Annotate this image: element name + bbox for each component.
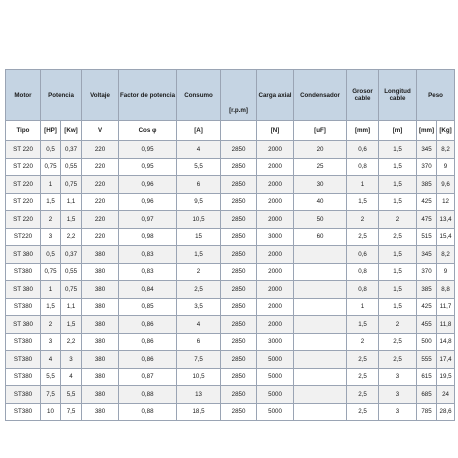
table-row (6, 141, 455, 159)
table-cell: 685 (417, 386, 437, 404)
table-cell: 2850 (221, 368, 257, 386)
header-condensador: Condensador (294, 70, 347, 121)
table-cell: 8,2 (437, 246, 455, 264)
table-cell: 2,5 (177, 281, 221, 299)
table-cell: 0,37 (61, 246, 82, 264)
table-cell: 380 (82, 403, 119, 421)
table-cell: 380 (82, 263, 119, 281)
table-cell: 5,5 (41, 368, 61, 386)
table-cell: 3 (61, 351, 82, 369)
table-cell: 475 (417, 211, 437, 229)
unit-header-cell: Cos φ (119, 121, 177, 141)
table-cell: 2000 (257, 246, 294, 264)
table-cell: 0,8 (347, 281, 379, 299)
table-cell (294, 298, 347, 316)
table-cell: 1,5 (61, 316, 82, 334)
table-cell: 500 (417, 333, 437, 351)
table-cell: 0,85 (119, 298, 177, 316)
table-cell: 220 (82, 193, 119, 211)
table-cell: 2850 (221, 141, 257, 159)
header-factor-potencia: Factor de potencia (119, 70, 177, 121)
table-cell: 5,5 (177, 158, 221, 176)
table-cell: 2000 (257, 316, 294, 334)
table-cell: 0,95 (119, 141, 177, 159)
header-grosor-cable: Grosor cable (347, 70, 379, 121)
table-cell: 7,5 (177, 351, 221, 369)
table-cell: 40 (294, 193, 347, 211)
table-cell: 2850 (221, 281, 257, 299)
table-cell: 1,1 (61, 298, 82, 316)
table-cell: 380 (82, 368, 119, 386)
header-voltaje: Voltaje (82, 70, 119, 121)
table-cell: 3 (41, 333, 61, 351)
table-cell: 2,5 (379, 333, 417, 351)
table-row (6, 298, 455, 316)
table-cell: 3 (379, 368, 417, 386)
table-cell: 1,5 (379, 141, 417, 159)
unit-header-cell: [mm] (417, 121, 437, 141)
table-cell: 4 (177, 141, 221, 159)
motor-specs-table (5, 69, 455, 421)
table-cell: 0,8 (347, 158, 379, 176)
table-cell: 2 (347, 211, 379, 229)
table-cell: 2 (379, 211, 417, 229)
table-cell: 7,5 (61, 403, 82, 421)
table-cell: 1,5 (379, 298, 417, 316)
table-cell: 1,5 (379, 246, 417, 264)
table-row (6, 333, 455, 351)
unit-header-cell (221, 121, 257, 141)
table-cell: 0,5 (41, 141, 61, 159)
table-cell: 2,5 (379, 351, 417, 369)
table-cell: 0,88 (119, 386, 177, 404)
header-potencia: Potencia (41, 70, 82, 121)
table-cell (294, 246, 347, 264)
table-cell: ST380 (6, 333, 41, 351)
table-cell: ST 380 (6, 281, 41, 299)
table-cell: 6 (177, 333, 221, 351)
table-row (6, 281, 455, 299)
table-cell: 1,5 (347, 316, 379, 334)
table-cell: 60 (294, 228, 347, 246)
table-cell: ST380 (6, 351, 41, 369)
table-cell: 3 (41, 228, 61, 246)
unit-header-cell: [HP] (41, 121, 61, 141)
table-cell: 2 (347, 333, 379, 351)
table-cell: 0,6 (347, 141, 379, 159)
table-cell: 385 (417, 176, 437, 194)
table-cell: 0,83 (119, 263, 177, 281)
table-cell: 2000 (257, 211, 294, 229)
table-cell: ST220 (6, 228, 41, 246)
table-cell (294, 316, 347, 334)
table-cell: 2850 (221, 333, 257, 351)
table-cell: 555 (417, 351, 437, 369)
table-cell: 2 (379, 316, 417, 334)
table-cell (294, 281, 347, 299)
table-cell: 0,96 (119, 193, 177, 211)
table-cell: 1,5 (379, 263, 417, 281)
table-cell: 0,75 (61, 281, 82, 299)
table-cell: 28,6 (437, 403, 455, 421)
table-cell (294, 386, 347, 404)
header-peso: Peso (417, 70, 455, 121)
table-row (6, 158, 455, 176)
table-cell: 380 (82, 316, 119, 334)
unit-header-cell: [A] (177, 121, 221, 141)
table-cell: 2850 (221, 228, 257, 246)
table-cell: 7,5 (41, 386, 61, 404)
header-motor: Motor (6, 70, 41, 121)
table-cell: 380 (82, 386, 119, 404)
table-cell: 5000 (257, 403, 294, 421)
table-cell: 0,87 (119, 368, 177, 386)
table-cell: 0,75 (41, 263, 61, 281)
table-cell: 380 (82, 333, 119, 351)
table-cell: 0,55 (61, 263, 82, 281)
unit-header-cell: [mm] (347, 121, 379, 141)
table-row (6, 368, 455, 386)
table-cell: 1,5 (379, 281, 417, 299)
table-cell: 2000 (257, 263, 294, 281)
table-cell: 2,5 (379, 228, 417, 246)
table-cell: 2,5 (347, 386, 379, 404)
table-cell: 1,1 (61, 193, 82, 211)
table-cell: 2000 (257, 193, 294, 211)
table-cell: 615 (417, 368, 437, 386)
table-cell: 2850 (221, 176, 257, 194)
table-row (6, 386, 455, 404)
table-cell: 2850 (221, 158, 257, 176)
table-cell: 220 (82, 211, 119, 229)
header-carga-axial: Carga axial (257, 70, 294, 121)
table-cell: 10,5 (177, 368, 221, 386)
table-cell: 0,83 (119, 246, 177, 264)
unit-header-cell: [uF] (294, 121, 347, 141)
table-cell: 785 (417, 403, 437, 421)
table-cell: 50 (294, 211, 347, 229)
table-cell: 2850 (221, 351, 257, 369)
table-cell: 0,98 (119, 228, 177, 246)
table-cell: ST 220 (6, 158, 41, 176)
table-cell: 515 (417, 228, 437, 246)
table-cell: 6 (177, 176, 221, 194)
table-cell: 2000 (257, 298, 294, 316)
table-cell: 4 (61, 368, 82, 386)
table-cell: 2000 (257, 176, 294, 194)
table-row (6, 263, 455, 281)
table-row (6, 228, 455, 246)
table-cell: 2850 (221, 263, 257, 281)
table-cell: 2,5 (347, 403, 379, 421)
table-cell: ST380 (6, 263, 41, 281)
table-cell: 9,5 (177, 193, 221, 211)
table-cell: 380 (82, 298, 119, 316)
table-row (6, 316, 455, 334)
table-cell: 2,5 (347, 368, 379, 386)
table-cell: 1 (347, 298, 379, 316)
table-cell: ST 220 (6, 193, 41, 211)
table-cell: 1,5 (347, 193, 379, 211)
table-cell: 0,5 (41, 246, 61, 264)
table-cell: 9 (437, 263, 455, 281)
table-cell: 370 (417, 263, 437, 281)
table-cell: 220 (82, 158, 119, 176)
table-cell: 370 (417, 158, 437, 176)
table-cell: 0,75 (61, 176, 82, 194)
table-cell: 2850 (221, 316, 257, 334)
table-cell (294, 333, 347, 351)
table-cell (294, 368, 347, 386)
table-cell: 1,5 (379, 176, 417, 194)
table-cell: 2850 (221, 246, 257, 264)
table-cell: 1,5 (41, 193, 61, 211)
table-cell: 0,97 (119, 211, 177, 229)
table-cell: 2,5 (347, 351, 379, 369)
table-cell: 2000 (257, 158, 294, 176)
table-cell: 2850 (221, 403, 257, 421)
table-cell: 1 (347, 176, 379, 194)
table-cell: 2 (41, 316, 61, 334)
table-cell: 12 (437, 193, 455, 211)
table-cell: 19,5 (437, 368, 455, 386)
table-cell: 5000 (257, 386, 294, 404)
table-cell: 15 (177, 228, 221, 246)
table-cell: 3000 (257, 228, 294, 246)
table-cell: 0,6 (347, 246, 379, 264)
table-cell: 0,55 (61, 158, 82, 176)
table-cell: 220 (82, 228, 119, 246)
table-cell: 1,5 (379, 158, 417, 176)
table-cell (294, 351, 347, 369)
table-cell: 425 (417, 298, 437, 316)
table-cell: 11,8 (437, 316, 455, 334)
table-cell: 30 (294, 176, 347, 194)
table-cell: 3000 (257, 333, 294, 351)
table-cell: 3,5 (177, 298, 221, 316)
table-cell: 2850 (221, 386, 257, 404)
table-cell: ST 220 (6, 141, 41, 159)
table-cell: 1,5 (61, 211, 82, 229)
header-rpm: [r.p.m] (221, 70, 257, 121)
table-cell: 4 (41, 351, 61, 369)
table-row (6, 246, 455, 264)
table-cell: 0,86 (119, 351, 177, 369)
table-cell: 13,4 (437, 211, 455, 229)
table-cell: 5,5 (61, 386, 82, 404)
table-cell: ST 380 (6, 246, 41, 264)
unit-header-cell: [Kw] (61, 121, 82, 141)
table-cell: 0,86 (119, 333, 177, 351)
table-cell: 18,5 (177, 403, 221, 421)
table-cell: 2000 (257, 281, 294, 299)
table-cell (294, 263, 347, 281)
table-cell: 8,2 (437, 141, 455, 159)
table-cell: 0,8 (347, 263, 379, 281)
table-cell: 9 (437, 158, 455, 176)
table-cell: 3 (379, 386, 417, 404)
table-cell: 0,37 (61, 141, 82, 159)
unit-header-cell: [m] (379, 121, 417, 141)
table-cell: 3 (379, 403, 417, 421)
unit-header-cell: V (82, 121, 119, 141)
header-row-titles (6, 70, 455, 121)
table-cell: 2000 (257, 141, 294, 159)
table-cell: 1,5 (41, 298, 61, 316)
table-cell: 14,8 (437, 333, 455, 351)
table-cell: ST380 (6, 403, 41, 421)
table-cell: 20 (294, 141, 347, 159)
table-cell: 24 (437, 386, 455, 404)
table-cell: 2 (177, 263, 221, 281)
table-cell: 1,5 (379, 193, 417, 211)
table-cell: 11,7 (437, 298, 455, 316)
table-cell: ST380 (6, 386, 41, 404)
table-cell: 15,4 (437, 228, 455, 246)
table-cell: 2850 (221, 193, 257, 211)
table-cell: 0,96 (119, 176, 177, 194)
table-cell: 0,95 (119, 158, 177, 176)
table-cell: 2850 (221, 298, 257, 316)
unit-header-cell: Tipo (6, 121, 41, 141)
table-cell: 5000 (257, 368, 294, 386)
table-cell: 2,2 (61, 228, 82, 246)
table-body (6, 141, 455, 421)
table-cell: 4 (177, 316, 221, 334)
table-cell (294, 403, 347, 421)
table-cell: 380 (82, 281, 119, 299)
table-cell: 0,75 (41, 158, 61, 176)
table-cell: ST380 (6, 298, 41, 316)
table-cell: 380 (82, 246, 119, 264)
header-longitud-cable: Longitud cable (379, 70, 417, 121)
table-cell: 10 (41, 403, 61, 421)
table-row (6, 211, 455, 229)
header-consumo: Consumo (177, 70, 221, 121)
table-cell: 345 (417, 141, 437, 159)
table-cell: 10,5 (177, 211, 221, 229)
table-cell: 0,84 (119, 281, 177, 299)
table-cell: 1 (41, 281, 61, 299)
table-cell: 9,6 (437, 176, 455, 194)
header-row-units (6, 121, 455, 141)
table-cell: 2,2 (61, 333, 82, 351)
table-cell: 2850 (221, 211, 257, 229)
table-cell: 220 (82, 176, 119, 194)
table-cell: 5000 (257, 351, 294, 369)
table-cell: ST 380 (6, 316, 41, 334)
unit-header-cell: [Kg] (437, 121, 455, 141)
table-cell: 385 (417, 281, 437, 299)
table-row (6, 351, 455, 369)
table-cell: 0,88 (119, 403, 177, 421)
table-cell: 1,5 (177, 246, 221, 264)
table-cell: 0,86 (119, 316, 177, 334)
table-cell: 13 (177, 386, 221, 404)
table-cell: 220 (82, 141, 119, 159)
table-cell: ST 220 (6, 211, 41, 229)
table-row (6, 176, 455, 194)
table-cell: 380 (82, 351, 119, 369)
unit-header-cell: [N] (257, 121, 294, 141)
table-cell: 2 (41, 211, 61, 229)
table-cell: ST380 (6, 368, 41, 386)
table-cell: 2,5 (347, 228, 379, 246)
table-row (6, 403, 455, 421)
table-cell: 25 (294, 158, 347, 176)
table-cell: 1 (41, 176, 61, 194)
table-cell: 345 (417, 246, 437, 264)
table-cell: 455 (417, 316, 437, 334)
table-cell: 8,8 (437, 281, 455, 299)
table-cell: 17,4 (437, 351, 455, 369)
table-cell: ST 220 (6, 176, 41, 194)
table-row (6, 193, 455, 211)
table-cell: 425 (417, 193, 437, 211)
